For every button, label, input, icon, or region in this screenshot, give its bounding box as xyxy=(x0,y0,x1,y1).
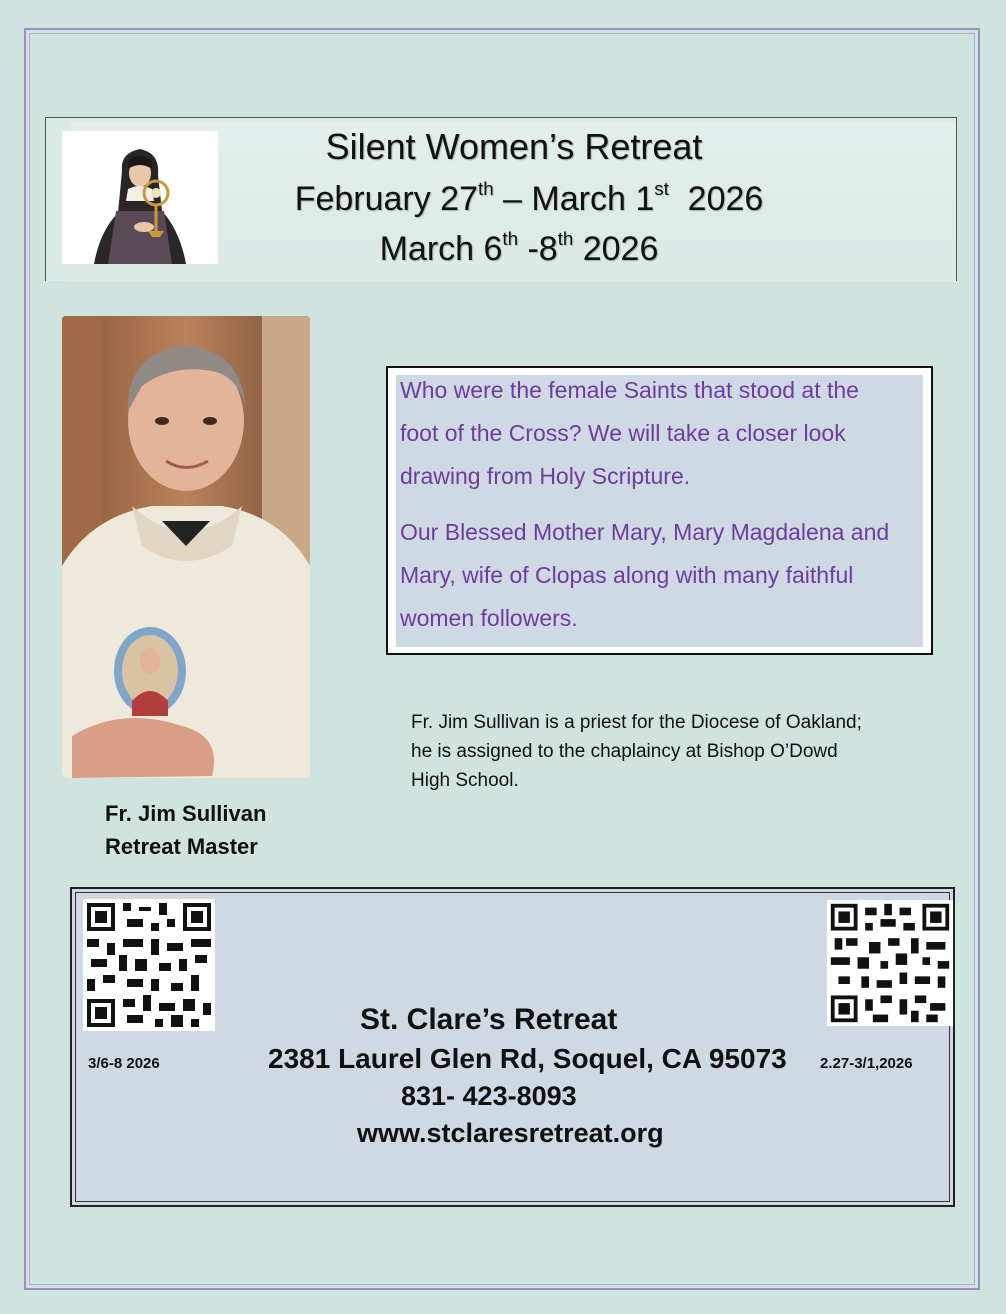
priest-caption xyxy=(105,797,266,863)
qr-code-left[interactable] xyxy=(83,899,215,1031)
priest-bio: Fr. Jim Sullivan is a priest for the Diocese of Oakland; he is assigned to the chaplaincy at Bishop O’Dowd High School. xyxy=(411,712,862,791)
retreat-center-name: St. Clare’s Retreat xyxy=(360,1003,618,1036)
qr-date-right: 2.27-3/1,2026 xyxy=(820,1055,913,1072)
retreat-dates-1: February 27th – March 1st 2026 xyxy=(294,178,764,218)
priest-name: Fr. Jim Sullivan xyxy=(105,801,267,826)
retreat-website-link[interactable]: www.stclaresretreat.org xyxy=(357,1118,664,1148)
priest-photo xyxy=(62,316,310,778)
qr-date-left: 3/6-8 2026 xyxy=(88,1055,160,1072)
quote-paragraph-1: Who were the female Saints that stood at the foot of the Cross? We will take a closer look drawing from Holy Scripture. xyxy=(400,377,859,489)
priest-role: Retreat Master xyxy=(105,834,258,859)
quote-paragraph-2: Our Blessed Mother Mary, Mary Magdalena and Mary, wife of Clopas along with many faithful women followers. xyxy=(400,519,890,631)
retreat-dates-2: March 6th -8th 2026 xyxy=(379,228,659,268)
retreat-title: Silent Women’s Retreat xyxy=(325,126,703,167)
qr-code-right[interactable] xyxy=(827,900,953,1026)
retreat-phone[interactable]: 831- 423-8093 xyxy=(401,1081,577,1111)
retreat-address: 2381 Laurel Glen Rd, Soquel, CA 95073 xyxy=(268,1043,787,1074)
